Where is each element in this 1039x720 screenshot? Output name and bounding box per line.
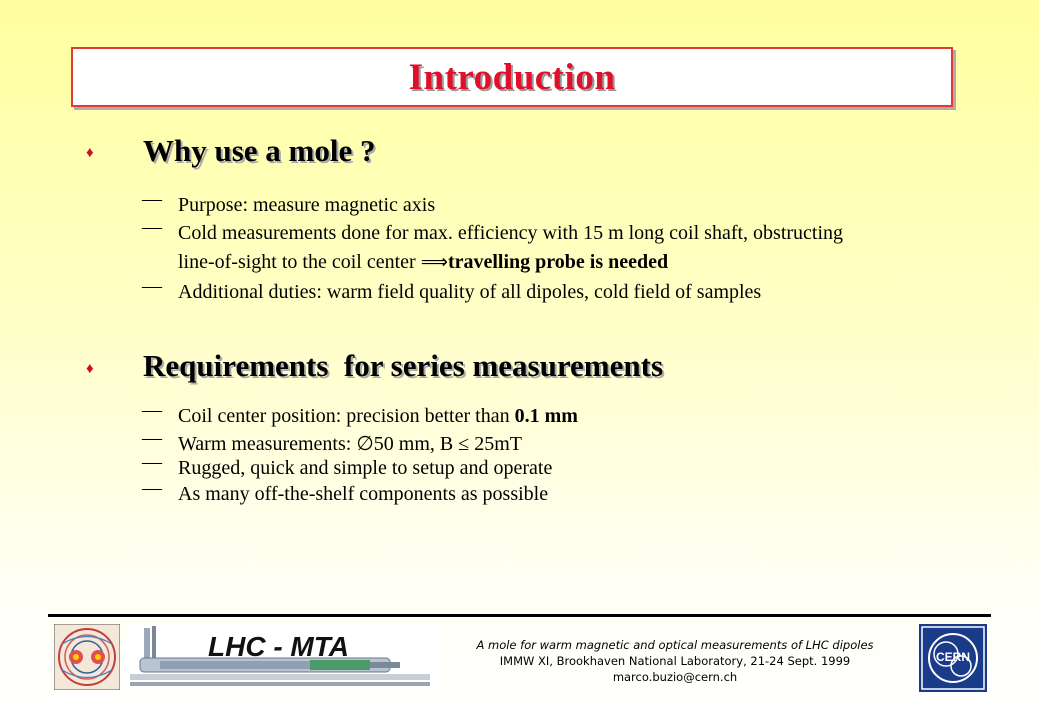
list-item: — Cold measurements done for max. efficiency with 15 m long coil shaft, obstructing <box>142 216 844 244</box>
dash-icon: — <box>142 216 162 238</box>
bullet-icon: ♦ <box>86 361 94 377</box>
footer-talk-title: A mole for warm magnetic and optical measurements of LHC dipoles <box>476 638 874 652</box>
footer-email: marco.buzio@cern.ch <box>612 670 738 684</box>
dash-icon: — <box>142 477 162 499</box>
dash-icon: — <box>142 427 162 449</box>
dash-icon: — <box>142 275 162 297</box>
cern-logo-text: CERN <box>935 650 971 664</box>
title-box <box>71 47 953 107</box>
dipole-field-logo <box>54 624 120 690</box>
list-item: — Purpose: measure magnetic axis <box>142 188 436 216</box>
list-item: — As many off-the-shelf components as possible <box>142 477 549 505</box>
footer-divider <box>48 614 991 617</box>
dash-icon: — <box>142 451 162 473</box>
lhc-mta-logo <box>130 624 440 690</box>
slide-title: Introduction <box>408 56 616 98</box>
section-heading-requirements: Requirements for series measurements <box>143 348 664 383</box>
dash-icon: — <box>142 188 162 210</box>
list-item: — Coil center position: precision better than 0.1 mm <box>142 399 578 427</box>
lhc-mta-logo-text: LHC - MTA <box>208 631 349 662</box>
dash-icon: — <box>142 399 162 421</box>
bullet-icon: ♦ <box>86 145 94 161</box>
list-item: — Rugged, quick and simple to setup and operate <box>142 451 553 479</box>
less-equal-icon: ≤ <box>458 433 470 455</box>
section-heading-why: Why use a mole ? <box>143 133 376 168</box>
footer-text <box>420 637 930 685</box>
diameter-icon: ∅ <box>356 433 374 455</box>
list-item-continuation: line-of-sight to the coil center ⟹travelling probe is needed <box>178 251 669 273</box>
implies-arrow-icon: ⟹ <box>420 251 448 273</box>
cern-logo <box>919 624 987 692</box>
footer-conference: IMMW XI, Brookhaven National Laboratory, 21-24 Sept. 1999 <box>499 654 851 668</box>
list-item: — Additional duties: warm field quality of all dipoles, cold field of samples <box>142 275 762 303</box>
list-item: — Warm measurements: ∅50 mm, B ≤ 25mT <box>142 427 522 455</box>
